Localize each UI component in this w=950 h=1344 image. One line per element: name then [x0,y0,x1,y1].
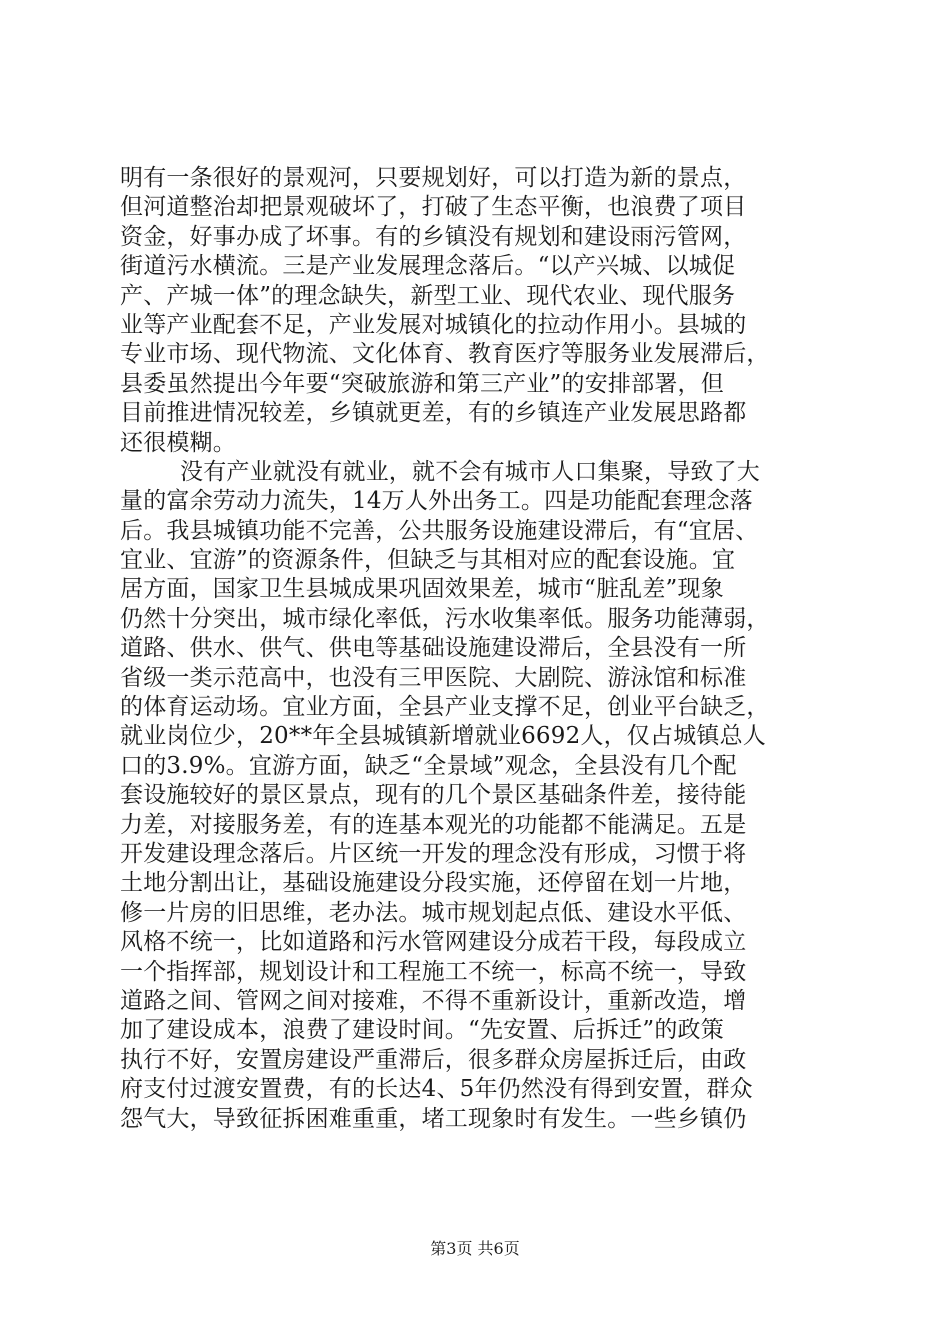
text-line: 省级一类示范高中，也没有三甲医院、大剧院、游泳馆和标准 [120,664,747,691]
text-line: 力差，对接服务差，有的连基本观光的功能都不能满足。五是 [120,811,747,838]
text-line: 街道污水横流。三是产业发展理念落后。“以产兴城、以城促 [120,253,736,280]
text-line: 道路之间、管网之间对接难，不得不重新设计，重新改造，增 [120,987,747,1014]
text-line: 的体育运动场。宜业方面，全县产业支撑不足，创业平台缺乏， [120,694,770,721]
text-line: 仍然十分突出，城市绿化率低，污水收集率低。服务功能薄弱， [120,605,770,632]
text-line: 宜业、宜游”的资源条件，但缺乏与其相对应的配套设施。宜 [120,547,736,574]
text-line: 就业岗位少，20**年全县城镇新增就业6692人，仅占城镇总人 [120,723,766,750]
text-line: 量的富余劳动力流失，14万人外出务工。四是功能配套理念落 [120,488,753,515]
text-line: 修一片房的旧思维，老办法。城市规划起点低、建设水平低、 [120,899,747,926]
text-line: 执行不好，安置房建设严重滞后，很多群众房屋拆迁后，由政 [120,1046,747,1073]
text-line: 资金，好事办成了坏事。有的乡镇没有规划和建设雨污管网， [120,223,747,250]
text-line: 套设施较好的景区景点，现有的几个景区基础条件差，接待能 [120,782,747,809]
text-line-paragraph-start: 没有产业就没有就业，就不会有城市人口集聚，导致了大 [180,458,760,485]
text-line: 产、产城一体”的理念缺失，新型工业、现代农业、现代服务 [120,282,736,309]
page-footer: 第3页 共6页 [430,1239,520,1258]
text-line: 风格不统一，比如道路和污水管网建设分成若干段，每段成立 [120,929,747,956]
text-line: 道路、供水、供气、供电等基础设施建设滞后，全县没有一所 [120,635,747,662]
text-line: 目前推进情况较差，乡镇就更差，有的乡镇连产业发展思路都 [120,400,747,427]
text-line: 加了建设成本，浪费了建设时间。“先安置、后拆迁”的政策 [120,1017,724,1044]
text-line: 后。我县城镇功能不完善，公共服务设施建设滞后，有“宜居、 [120,517,759,544]
text-line: 但河道整治却把景观破坏了，打破了生态平衡，也浪费了项目 [120,194,747,221]
text-line: 开发建设理念落后。片区统一开发的理念没有形成，习惯于将 [120,840,747,867]
text-line: 专业市场、现代物流、文化体育、教育医疗等服务业发展滞后， [120,341,770,368]
text-line: 业等产业配套不足，产业发展对城镇化的拉动作用小。县城的 [120,311,747,338]
text-line: 口的3.9%。宜游方面，缺乏“全景域”观念，全县没有几个配 [120,752,737,779]
body-text [120,164,840,1134]
text-line: 府支付过渡安置费，有的长达4、5年仍然没有得到安置，群众 [120,1076,753,1103]
text-line: 一个指挥部，规划设计和工程施工不统一，标高不统一，导致 [120,958,747,985]
text-line: 居方面，国家卫生县城成果巩固效果差，城市“脏乱差”现象 [120,576,724,603]
text-line: 还很模糊。 [120,429,236,456]
text-line: 怨气大，导致征拆困难重重，堵工现象时有发生。一些乡镇仍 [120,1105,747,1132]
text-line: 明有一条很好的景观河，只要规划好，可以打造为新的景点， [120,165,747,191]
text-line: 土地分割出让，基础设施建设分段实施，还停留在划一片地， [120,870,747,897]
text-line: 县委虽然提出今年要“突破旅游和第三产业”的安排部署，但 [120,370,724,397]
